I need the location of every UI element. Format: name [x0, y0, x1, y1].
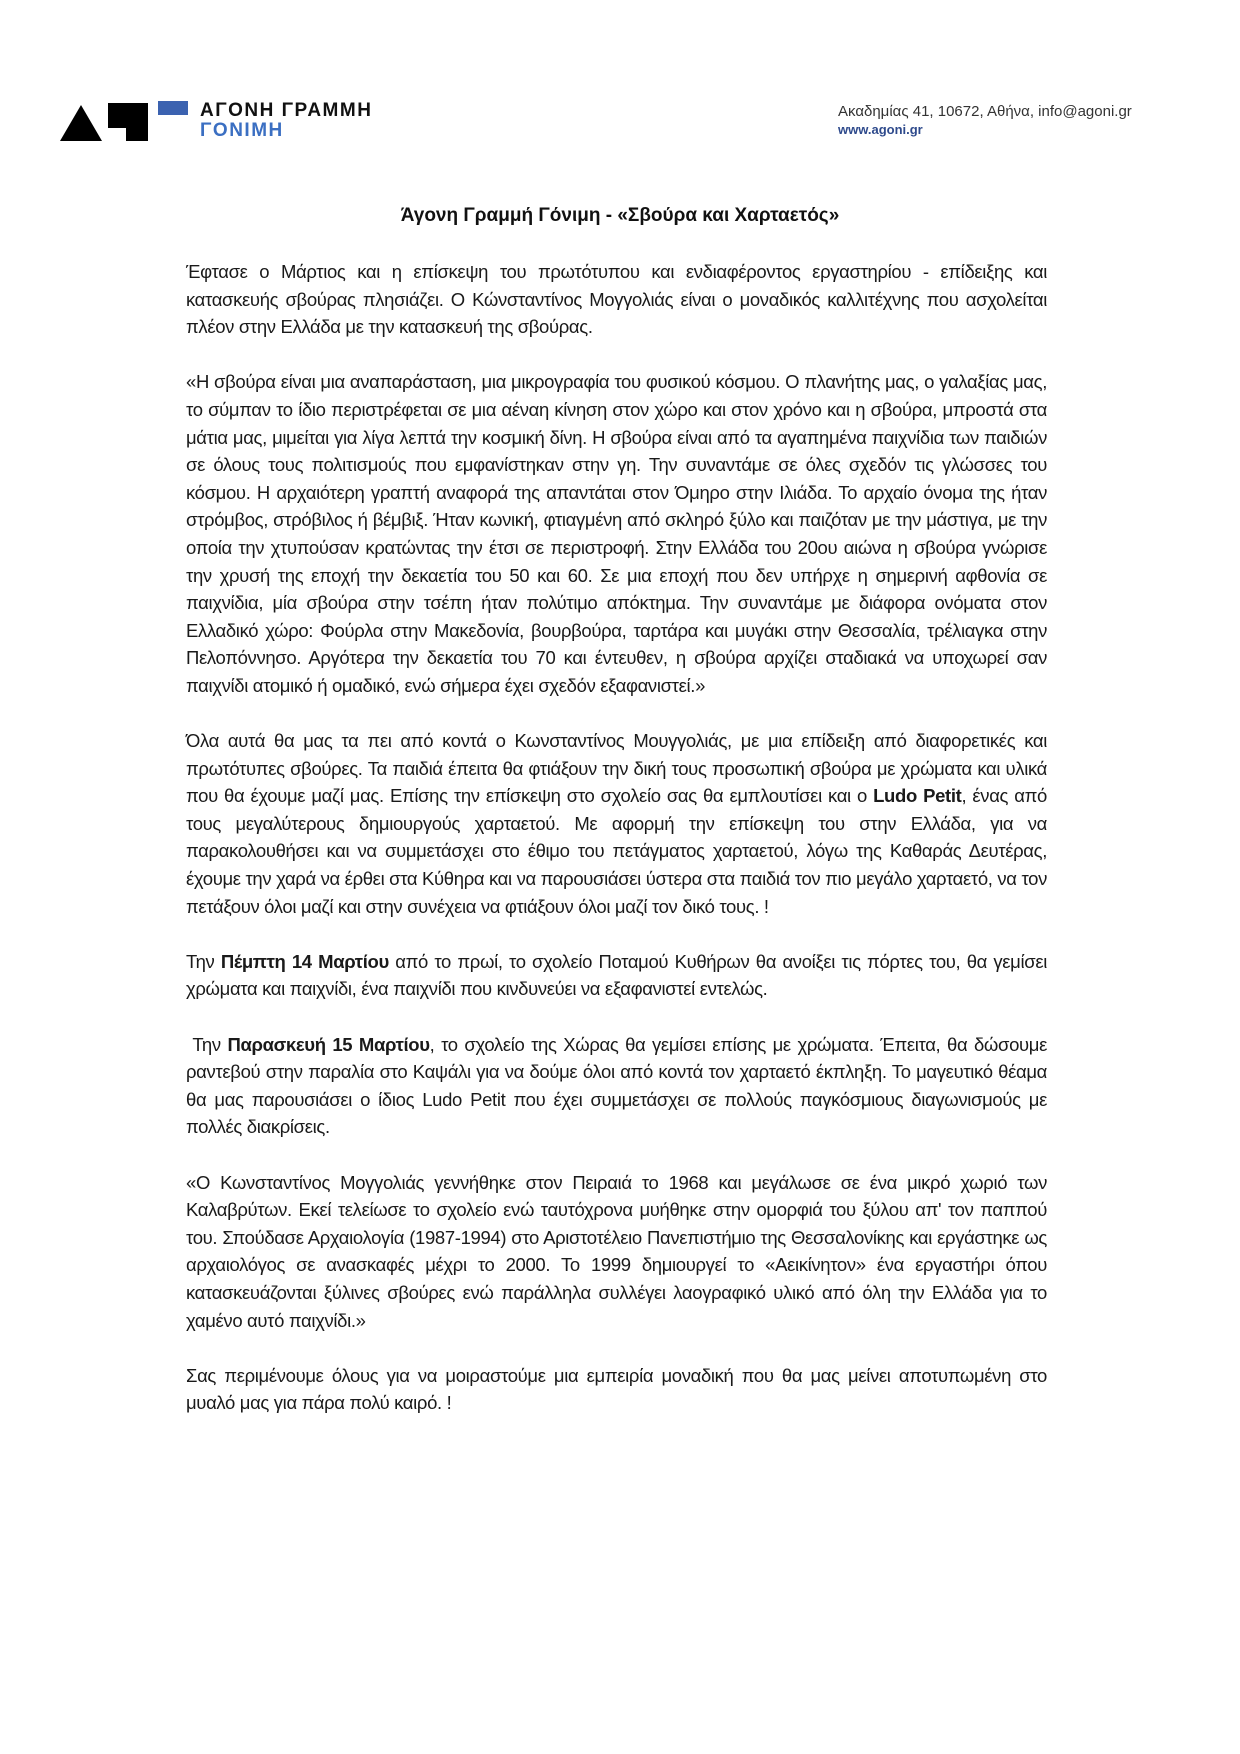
paragraph-closing: Σας περιμένουμε όλους για να μοιραστούμε μια εμπειρία μοναδική που θα μας μείνει αποτυπωμένη στο μυαλό μας για πάρα πολύ καιρό. ! — [186, 1364, 1047, 1414]
bold-name-ludo-petit: Ludo Petit — [873, 785, 962, 807]
document-body — [186, 258, 1047, 1445]
logo-text-line1: ΑΓΟΝΗ ΓΡΑΜΜΗ — [200, 100, 373, 121]
document-title: Άγονη Γραμμή Γόνιμη - «Σβούρα και Χαρταετός» — [400, 205, 840, 226]
paragraph-friday-event: Την Παρασκευή 15 Μαρτίου, το σχολείο της Χώρας θα γεμίσει επίσης με χρώματα. Έπειτα, θα δώσουμε ραντεβού στην παραλία στο Καψάλι για να δούμε όλοι από κοντά τον χαρταετό έκπληξη. Το μαγευτικό θέαμα θα μας παρουσιάσει ο ίδιος Ludo Petit που έχει συμμετάσχει σε πολλούς παγκόσμιους διαγωνισμούς με πολλές διακρίσεις. — [186, 1033, 1048, 1138]
organization-logo — [60, 100, 400, 145]
triangle-logo-mark-icon — [60, 105, 102, 141]
paragraph-workshop-details: Όλα αυτά θα μας τα πει από κοντά ο Κωνσταντίνος Μουγγολιάς, με μια επίδειξη από διαφορετικές και πρωτότυπες σβούρες. Τα παιδιά έπειτα θα φτιάξουν την δική τους προσωπική σβούρα με χρώματα και υλικά που θα έχουμε μαζί μας. Επίσης την επίσκεψη στο σχολείο σας θα εμπλουτίσει και ο Ludo Petit, ένας από τους μεγαλύτερους δημιουργούς χαρταετού. Με αφορμή την επίσκεψη του στην Ελλάδα, για να παρακολουθήσει και να συμμετάσχει στο έθιμο του πετάγματος χαρταετού, λόγω της Καθαράς Δευτέρας, έχουμε την χαρά να έρθει στα Κύθηρα και να παρουσιάσει ύστερα στα παιδιά τον πιο μεγάλο χαρταετό, να τον πετάξουν όλοι μαζί και στην συνέχεια να φτιάξουν όλοι μαζί τον δικό τους. ! — [186, 730, 1047, 917]
logo-text-line2: ΓΟΝΙΜΗ — [200, 120, 284, 141]
blue-rectangle-logo-mark-icon — [158, 101, 188, 115]
contact-address: Ακαδημίας 41, 10672, Αθήνα, info@agoni.gr — [838, 103, 1132, 120]
bold-date-thursday: Πέμπτη 14 Μαρτίου — [220, 950, 389, 972]
paragraph-intro: Έφτασε ο Μάρτιος και η επίσκεψη του πρωτότυπου και ενδιαφέροντος εργαστηρίου - επίδειξης και κατασκευής σβούρας πλησιάζει. Ο Κώνσταντίνος Μογγολιάς είναι ο μοναδικός καλλιτέχνης που ασχολείται πλέον στην Ελλάδα με την κατασκευή της σβούρας. — [186, 261, 1047, 338]
paragraph-spinning-top-history: «Η σβούρα είναι μια αναπαράσταση, μια μικρογραφία του φυσικού κόσμου. Ο πλανήτης μας, ο γαλαξίας μας, το σύμπαν το ίδιο περιστρέφεται σε μια αέναη κίνηση στον χώρο και στον χρόνο και η σβούρα, μπροστά στα μάτια μας, μιμείται για λίγα λεπτά την κοσμική δίνη. Η σβούρα είναι από τα αγαπημένα παιχνίδια των παιδιών σε όλους τους πολιτισμούς που εμφανίστηκαν στην γη. Την συναντάμε σε όλες σχεδόν τις γλώσσες του κόσμου. Η αρχαιότερη γραπτή αναφορά της απαντάται στον Όμηρο στην Ιλιάδα. Το αρχαίο όνομα της ήταν στρόμβος, στρόβιλος ή βέμβιξ. Ήταν κωνική, φτιαγμένη από σκληρό ξύλο και παιζόταν με την μάστιγα, με την οποία την χτυπούσαν κρατώντας την έτσι σε περιστροφή. Στην Ελλάδα του 20ου αιώνα η σβούρα γνώρισε την χρυσή της εποχή την δεκαετία του 50 και 60. Σε μια εποχή που δεν υπήρχε η σημερινή αφθονία σε παιχνίδια, μία σβούρα στην τσέπη ήταν πολύτιμο απόκτημα. Την συναντάμε με διάφορα ονόματα στον Ελλαδικό χώρο: Φούρλα στην Μακεδονία, βουρβούρα, ταρτάρα και μυγάκι στην Θεσσαλία, τρέλιαγκα στην Πελοπόννησο. Αργότερα την δεκαετία του 70 και έντευθεν, η σβούρα αρχίζει σταδιακά να υποχωρεί σαν παιχνίδι ατομικό ή ομαδικό, ενώ σήμερα έχει σχεδόν εξαφανιστεί.» — [186, 371, 1047, 696]
gamma-logo-mark-icon — [108, 103, 150, 141]
paragraph-thursday-event: Την Πέμπτη 14 Μαρτίου από το πρωί, το σχολείο Ποταμού Κυθήρων θα ανοίξει τις πόρτες του, θα γεμίσει χρώματα και παιχνίδι, ένα παιχνίδι που κινδυνεύει να εξαφανιστεί εντελώς. — [186, 950, 1047, 1000]
bold-date-friday: Παρασκευή 15 Μαρτίου — [227, 1033, 430, 1055]
website-link[interactable]: www.agoni.gr — [838, 122, 923, 137]
paragraph-artist-bio: «Ο Κωνσταντίνος Μογγολιάς γεννήθηκε στον Πειραιά το 1968 και μεγάλωσε σε ένα μικρό χωριό των Καλαβρύτων. Εκεί τελείωσε το σχολείο ενώ ταυτόχρονα μυήθηκε στην ομορφιά του ξύλου απ' τον παππού του. Σπούδασε Αρχαιολογία (1987-1994) στο Αριστοτέλειο Πανεπιστήμιο της Θεσσαλονίκης και εργάστηκε ως αρχαιολόγος σε ανασκαφές μέχρι το 2000. Το 1999 δημιουργεί το «Αεικίνητον» ένα εργαστήρι όπου κατασκευάζονται ξύλινες σβούρες ενώ παράλληλα συλλέγει λαογραφικό υλικό από όλη την Ελλάδα για το χαμένο αυτό παιχνίδι.» — [186, 1171, 1047, 1331]
contact-info — [838, 103, 1132, 137]
